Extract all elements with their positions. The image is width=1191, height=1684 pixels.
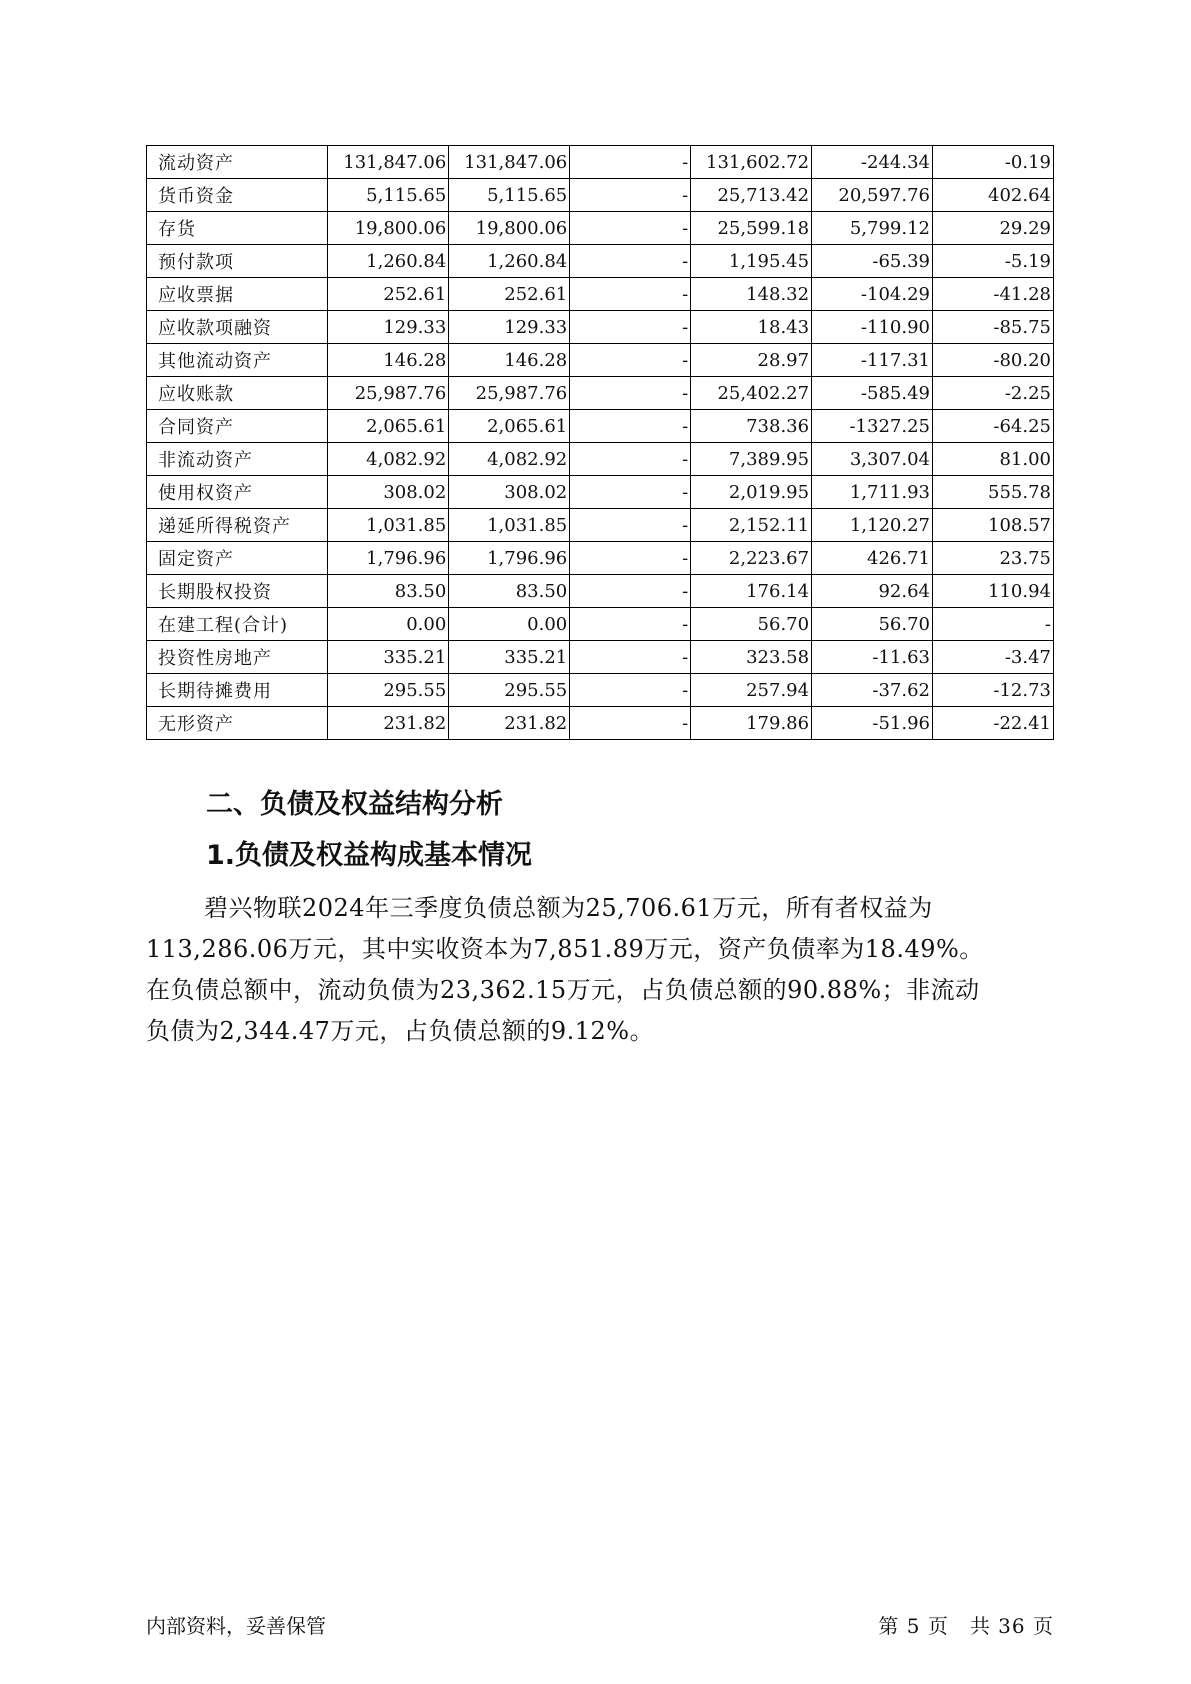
value-cell: -1327.25: [812, 410, 933, 443]
value-cell: 28.97: [691, 344, 812, 377]
value-cell: 308.02: [449, 476, 570, 509]
value-cell: -: [570, 641, 691, 674]
table-row: [147, 344, 1054, 377]
liability-paragraph: [146, 888, 1054, 1052]
value-cell: -3.47: [933, 641, 1054, 674]
paragraph-line: 碧兴物联2024年三季度负债总额为25,706.61万元，所有者权益为: [204, 894, 933, 922]
value-cell: 7,389.95: [691, 443, 812, 476]
row-label-cell: 合同资产: [147, 410, 328, 443]
value-cell: -: [570, 146, 691, 179]
value-cell: -: [570, 278, 691, 311]
value-cell: -104.29: [812, 278, 933, 311]
table-row: [147, 674, 1054, 707]
value-cell: -: [570, 311, 691, 344]
value-cell: 20,597.76: [812, 179, 933, 212]
value-cell: 25,402.27: [691, 377, 812, 410]
value-cell: -37.62: [812, 674, 933, 707]
value-cell: 56.70: [691, 608, 812, 641]
value-cell: 2,019.95: [691, 476, 812, 509]
table-row: [147, 608, 1054, 641]
value-cell: 129.33: [328, 311, 449, 344]
value-cell: -80.20: [933, 344, 1054, 377]
value-cell: 252.61: [449, 278, 570, 311]
value-cell: 5,799.12: [812, 212, 933, 245]
value-cell: 29.29: [933, 212, 1054, 245]
row-label-cell: 非流动资产: [147, 443, 328, 476]
value-cell: -11.63: [812, 641, 933, 674]
value-cell: -117.31: [812, 344, 933, 377]
value-cell: 110.94: [933, 575, 1054, 608]
value-cell: 56.70: [812, 608, 933, 641]
table-row: [147, 575, 1054, 608]
value-cell: 1,260.84: [328, 245, 449, 278]
value-cell: 129.33: [449, 311, 570, 344]
value-cell: 335.21: [328, 641, 449, 674]
subsection-title: 1.负债及权益构成基本情况: [206, 840, 533, 871]
value-cell: -65.39: [812, 245, 933, 278]
table-row: [147, 707, 1054, 740]
paragraph-line: 在负债总额中，流动负债为23,362.15万元，占负债总额的90.88%；非流动: [146, 976, 980, 1004]
table-row: [147, 410, 1054, 443]
row-label-cell: 流动资产: [147, 146, 328, 179]
value-cell: 25,987.76: [328, 377, 449, 410]
value-cell: 2,065.61: [449, 410, 570, 443]
value-cell: -: [570, 575, 691, 608]
row-label-cell: 递延所得税资产: [147, 509, 328, 542]
value-cell: 1,195.45: [691, 245, 812, 278]
table-row: [147, 311, 1054, 344]
table-row: [147, 509, 1054, 542]
table-row: [147, 278, 1054, 311]
value-cell: -22.41: [933, 707, 1054, 740]
value-cell: 1,120.27: [812, 509, 933, 542]
value-cell: 555.78: [933, 476, 1054, 509]
row-label-cell: 长期股权投资: [147, 575, 328, 608]
value-cell: 1,796.96: [449, 542, 570, 575]
row-label-cell: 在建工程(合计): [147, 608, 328, 641]
paragraph-line: 负债为2,344.47万元，占负债总额的9.12%。: [146, 1017, 655, 1045]
value-cell: 295.55: [328, 674, 449, 707]
value-cell: 426.71: [812, 542, 933, 575]
table-row: [147, 377, 1054, 410]
row-label-cell: 存货: [147, 212, 328, 245]
value-cell: -: [570, 410, 691, 443]
value-cell: 25,713.42: [691, 179, 812, 212]
value-cell: -: [570, 476, 691, 509]
value-cell: 2,223.67: [691, 542, 812, 575]
table-row: [147, 476, 1054, 509]
value-cell: -: [570, 674, 691, 707]
value-cell: 323.58: [691, 641, 812, 674]
value-cell: -: [570, 212, 691, 245]
value-cell: 23.75: [933, 542, 1054, 575]
table-row: [147, 542, 1054, 575]
row-label-cell: 应收票据: [147, 278, 328, 311]
value-cell: 179.86: [691, 707, 812, 740]
value-cell: 231.82: [328, 707, 449, 740]
row-label-cell: 长期待摊费用: [147, 674, 328, 707]
value-cell: 81.00: [933, 443, 1054, 476]
value-cell: 131,847.06: [328, 146, 449, 179]
value-cell: 5,115.65: [449, 179, 570, 212]
value-cell: 25,599.18: [691, 212, 812, 245]
value-cell: -: [570, 377, 691, 410]
table-row: [147, 179, 1054, 212]
table-row: [147, 443, 1054, 476]
table-row: [147, 641, 1054, 674]
row-label-cell: 无形资产: [147, 707, 328, 740]
value-cell: 19,800.06: [328, 212, 449, 245]
value-cell: -: [570, 608, 691, 641]
table-row: [147, 212, 1054, 245]
value-cell: 1,031.85: [449, 509, 570, 542]
value-cell: -51.96: [812, 707, 933, 740]
value-cell: 1,711.93: [812, 476, 933, 509]
table-row: [147, 245, 1054, 278]
value-cell: -: [570, 179, 691, 212]
asset-table-body: [147, 146, 1054, 740]
value-cell: 108.57: [933, 509, 1054, 542]
value-cell: 3,307.04: [812, 443, 933, 476]
value-cell: 0.00: [449, 608, 570, 641]
value-cell: 1,260.84: [449, 245, 570, 278]
value-cell: 146.28: [449, 344, 570, 377]
value-cell: -: [570, 707, 691, 740]
value-cell: 2,065.61: [328, 410, 449, 443]
value-cell: 5,115.65: [328, 179, 449, 212]
value-cell: 146.28: [328, 344, 449, 377]
value-cell: 295.55: [449, 674, 570, 707]
value-cell: -41.28: [933, 278, 1054, 311]
row-label-cell: 货币资金: [147, 179, 328, 212]
footer-confidential-note: 内部资料，妥善保管: [146, 1614, 326, 1638]
table-row: [147, 146, 1054, 179]
value-cell: 231.82: [449, 707, 570, 740]
value-cell: -: [570, 443, 691, 476]
value-cell: -110.90: [812, 311, 933, 344]
row-label-cell: 固定资产: [147, 542, 328, 575]
footer-page-number: 第 5 页 共 36 页: [878, 1614, 1054, 1638]
value-cell: 402.64: [933, 179, 1054, 212]
paragraph-line: 113,286.06万元，其中实收资本为7,851.89万元，资产负债率为18.49%。: [146, 935, 984, 963]
value-cell: 148.32: [691, 278, 812, 311]
value-cell: -: [570, 245, 691, 278]
value-cell: -: [570, 344, 691, 377]
value-cell: 0.00: [328, 608, 449, 641]
value-cell: -12.73: [933, 674, 1054, 707]
value-cell: -: [570, 509, 691, 542]
value-cell: -5.19: [933, 245, 1054, 278]
value-cell: -: [933, 608, 1054, 641]
value-cell: 176.14: [691, 575, 812, 608]
value-cell: 308.02: [328, 476, 449, 509]
value-cell: 4,082.92: [449, 443, 570, 476]
value-cell: -2.25: [933, 377, 1054, 410]
value-cell: 18.43: [691, 311, 812, 344]
value-cell: 257.94: [691, 674, 812, 707]
value-cell: 1,031.85: [328, 509, 449, 542]
row-label-cell: 预付款项: [147, 245, 328, 278]
value-cell: 19,800.06: [449, 212, 570, 245]
value-cell: 4,082.92: [328, 443, 449, 476]
value-cell: -85.75: [933, 311, 1054, 344]
value-cell: 131,602.72: [691, 146, 812, 179]
value-cell: 131,847.06: [449, 146, 570, 179]
row-label-cell: 应收账款: [147, 377, 328, 410]
value-cell: -64.25: [933, 410, 1054, 443]
row-label-cell: 应收款项融资: [147, 311, 328, 344]
value-cell: -: [570, 542, 691, 575]
row-label-cell: 投资性房地产: [147, 641, 328, 674]
value-cell: 2,152.11: [691, 509, 812, 542]
value-cell: 83.50: [328, 575, 449, 608]
value-cell: -244.34: [812, 146, 933, 179]
row-label-cell: 其他流动资产: [147, 344, 328, 377]
value-cell: 92.64: [812, 575, 933, 608]
value-cell: -0.19: [933, 146, 1054, 179]
value-cell: -585.49: [812, 377, 933, 410]
value-cell: 83.50: [449, 575, 570, 608]
value-cell: 1,796.96: [328, 542, 449, 575]
section-title: 二、负债及权益结构分析: [206, 789, 503, 820]
value-cell: 335.21: [449, 641, 570, 674]
row-label-cell: 使用权资产: [147, 476, 328, 509]
asset-table: [146, 145, 1054, 740]
value-cell: 252.61: [328, 278, 449, 311]
value-cell: 738.36: [691, 410, 812, 443]
value-cell: 25,987.76: [449, 377, 570, 410]
